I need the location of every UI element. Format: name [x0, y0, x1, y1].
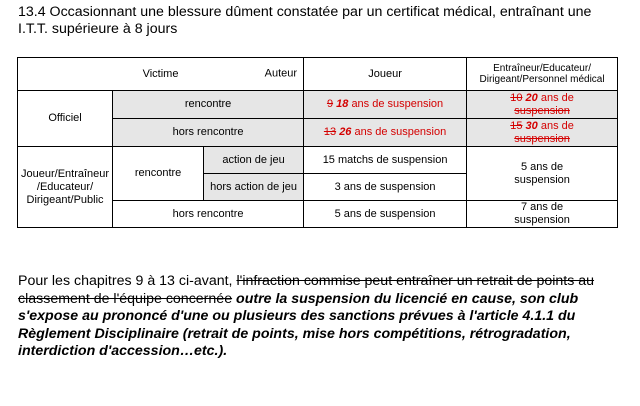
old-value: 9	[326, 98, 334, 110]
table-header-row	[18, 58, 618, 91]
action-de-jeu-label: action de jeu	[204, 147, 304, 174]
value-suffix-2: suspension	[514, 104, 570, 117]
footnote-paragraph	[18, 273, 624, 361]
value-suffix: ans de suspension	[354, 126, 447, 138]
table-row	[18, 147, 618, 174]
value-suffix: ans de	[540, 91, 574, 104]
new-value: 26	[339, 126, 352, 138]
heading-line-2: I.T.T. supérieure à 8 jours	[18, 21, 178, 37]
value-suffix: ans de	[540, 119, 574, 132]
victime-header: Victime	[142, 67, 179, 80]
auteur-header: Auteur	[264, 67, 298, 80]
joueur-header: Joueur	[304, 58, 467, 91]
officiel-label: Officiel	[18, 91, 113, 147]
value-suffix: ans de suspension	[351, 98, 444, 110]
joueur-hors-rencontre-label: hors rencontre	[113, 201, 304, 228]
paragraph-struck-text: l'infraction commise peut entraîner un retrait de points au classement de l'équipe concernée	[18, 273, 595, 307]
officiel-rencontre-staff	[467, 91, 618, 119]
section-heading	[18, 4, 628, 38]
old-value: 13	[323, 126, 337, 138]
joueur-rencontre-staff: 5 ans de suspension	[467, 147, 618, 201]
paragraph-intro: Pour les chapitres 9 à 13 ci-avant,	[18, 273, 237, 289]
new-value: 18	[336, 98, 349, 110]
victime-auteur-header	[18, 58, 304, 91]
officiel-hors-rencontre-label: hors rencontre	[113, 119, 304, 147]
staff-header: Entraîneur/Educateur/ Dirigeant/Personnel médical	[467, 58, 618, 91]
officiel-rencontre-joueur	[304, 91, 467, 119]
heading-line-1: 13.4 Occasionnant une blessure dûment constatée par un certificat médical, entraînant une	[18, 4, 592, 20]
joueur-rencontre-label: rencontre	[113, 147, 204, 201]
officiel-hors-rencontre-staff	[467, 119, 618, 147]
old-value: 10	[510, 91, 523, 104]
officiel-rencontre-label: rencontre	[113, 91, 304, 119]
joueur-victime-label: Joueur/Entraîneur /Educateur/ Dirigeant/Public	[18, 147, 113, 228]
joueur-hors-rencontre-joueur: 5 ans de suspension	[304, 201, 467, 228]
hors-action-de-jeu-label: hors action de jeu	[204, 174, 304, 201]
hors-action-de-jeu-joueur: 3 ans de suspension	[304, 174, 467, 201]
new-value: 20	[525, 91, 538, 104]
paragraph-bold-text: outre la suspension du licencié en cause, son club s'expose au prononcé d'une ou plusieurs des sanctions prévues à l'article 4.1.1 du Règlement Disciplinaire (retrait de points, mise hors compétitions, rétrogradation, interdiction d'accession…etc.).	[18, 290, 579, 359]
old-value: 15	[510, 119, 523, 132]
sanctions-table	[17, 57, 618, 228]
new-value: 30	[525, 119, 538, 132]
table-row	[18, 91, 618, 119]
officiel-hors-rencontre-joueur	[304, 119, 467, 147]
joueur-hors-rencontre-staff: 7 ans de suspension	[467, 201, 618, 228]
value-suffix-2: suspension	[514, 132, 570, 145]
action-de-jeu-joueur: 15 matchs de suspension	[304, 147, 467, 174]
